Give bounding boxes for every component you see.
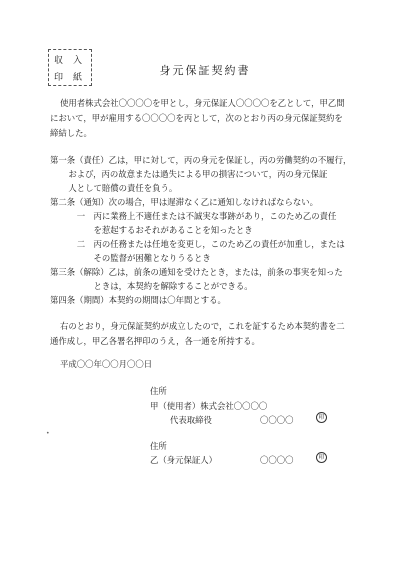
article-line: 一 丙に業務上不適任または不誠実な事跡があり，このため乙の責任: [60, 211, 337, 221]
article-line: その監督が困難となりうるとき: [60, 253, 211, 263]
party1-address-label: 住所: [150, 386, 167, 396]
preamble-line: 締結した。: [50, 128, 92, 138]
seal-icon: 印: [316, 452, 327, 463]
seal-mark-party1: [316, 412, 327, 423]
closing-line: 右のとおり，身元保証契約が成立したので，これを証するため本契約書を二: [60, 321, 345, 331]
document-title: 身元保証契約書: [159, 64, 251, 77]
article-line: を惹起するおそれがあることを知ったとき: [60, 225, 253, 235]
representative-title: 代表取締役: [170, 415, 212, 425]
representative-name: 〇〇〇〇: [260, 415, 294, 425]
guarantor-name: 〇〇〇〇: [260, 455, 294, 465]
article-line: ときは，本契約を解除することができる。: [60, 281, 253, 291]
stamp-label-bottom: 印紙: [54, 73, 93, 83]
article-line: 第四条（期間）本契約の期間は〇年間とする。: [50, 295, 226, 305]
article-line: および，丙の故意または過失による甲の損害について，丙の身元保証: [60, 169, 328, 179]
preamble-line: 使用者株式会社〇〇〇〇を甲とし，身元保証人〇〇〇〇を乙として，甲乙間: [60, 98, 345, 108]
stamp-label-top: 収入: [54, 56, 93, 66]
article-line: 二 丙の任務または任地を変更し，このため乙の責任が加重し，または: [60, 239, 345, 249]
article-line: 人として賠償の責任を負う。: [60, 183, 178, 193]
seal-icon: 印: [316, 412, 327, 423]
contract-date: 平成〇〇年〇〇月〇〇日: [60, 359, 153, 369]
article-line: 第二条（通知）次の場合，甲は遅滞なく乙に通知しなければならない。: [50, 197, 318, 207]
seal-mark-party2: [316, 452, 327, 463]
closing-line: 通作成し，甲乙各署名押印のうえ，各一通を所持する。: [50, 336, 260, 346]
party2-label: 乙（身元保証人）: [150, 455, 217, 465]
party2-address-label: 住所: [150, 441, 167, 451]
preamble-line: において，甲が雇用する〇〇〇〇を丙として，次のとおり丙の身元保証契約を: [50, 113, 343, 123]
article-line: 第三条（解除）乙は，前条の通知を受けたとき，または，前条の事実を知った: [50, 267, 343, 277]
party1-name: 甲（使用者）株式会社〇〇〇〇: [150, 401, 268, 411]
page-mark: •: [46, 430, 50, 437]
article-line: 第一条（責任）乙は，甲に対して，丙の身元を保証し，丙の労働契約の不履行，: [50, 155, 352, 165]
